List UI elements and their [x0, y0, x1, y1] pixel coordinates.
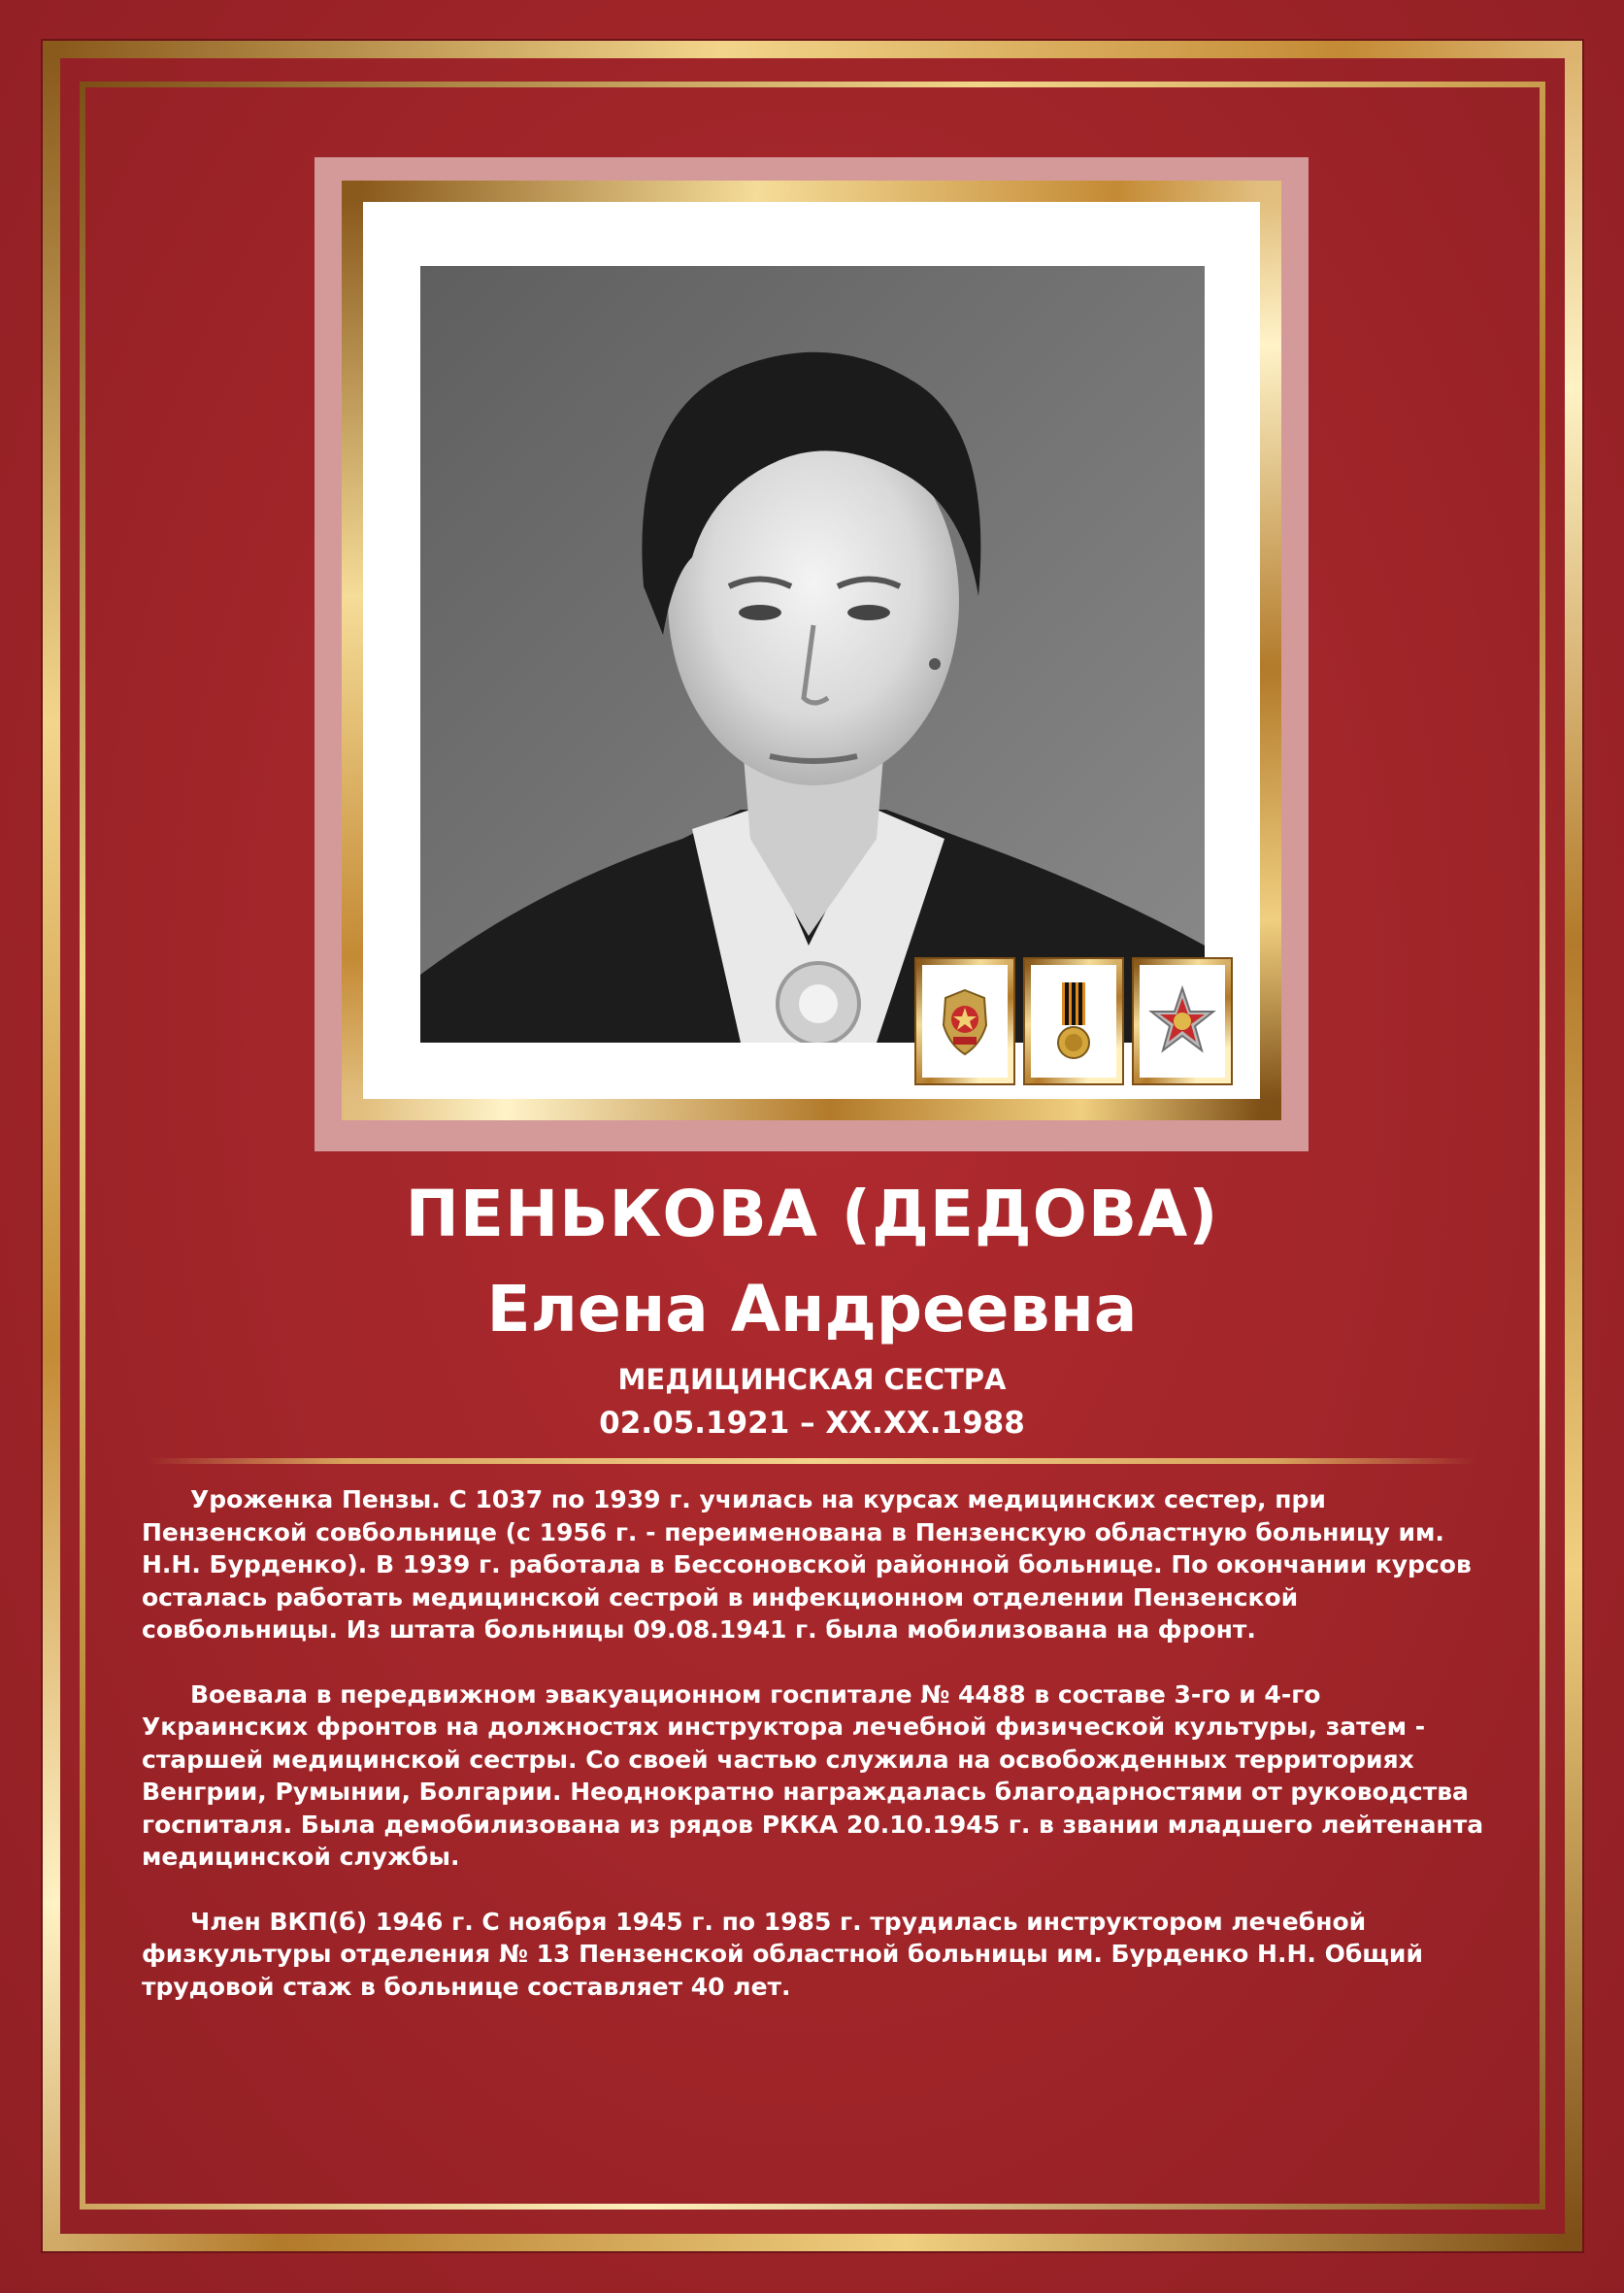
st-george-ribbon-medal-icon: [1031, 965, 1116, 1078]
order-of-patriotic-war-icon: [1140, 965, 1225, 1078]
award-frame: [1025, 959, 1122, 1083]
biography: [142, 1483, 1491, 2035]
life-dates: 02.05.1921 – ХХ.ХХ.1988: [599, 1406, 1025, 1441]
portrait-illustration: [420, 266, 1205, 1043]
gold-divider: [148, 1458, 1475, 1464]
portrait-photo: [420, 266, 1205, 1043]
role-label: МЕДИЦИНСКАЯ СЕСТРА: [617, 1363, 1007, 1396]
biography-paragraph: Уроженка Пензы. С 1037 по 1939 г. училась на курсах медицинских сестер, при Пензенской совбольнице (с 1956 г. - переименована в Пензенскую областную больницу им. Н.Н. Бурденко). В 1939 г. работала в Бессоновской районной больнице. По окончании курсов осталась работать медицинской сестрой в инфекционном отделении Пензенской совбольницы. Из штата больницы 09.08.1941 г. была мобилизована на фронт.: [142, 1485, 1472, 1644]
award-frame: [1134, 959, 1231, 1083]
award-frame: [916, 959, 1013, 1083]
awards-row: [916, 959, 1233, 1085]
excellence-badge-icon: [922, 965, 1008, 1078]
given-names-heading: Елена Андреевна: [486, 1272, 1138, 1346]
biography-paragraph: Член ВКП(б) 1946 г. С ноября 1945 г. по 1985 г. трудилась инструктором лечебной физкультуры отделения № 13 Пензенской областной больницы им. Бурденко Н.Н. Общий трудовой стаж в больнице составляет 40 лет.: [142, 1907, 1423, 2001]
biography-paragraph: Воевала в передвижном эвакуационном госпитале № 4488 в составе 3-го и 4-го Украинских фронтов на должностях инструктора лечебной физической культуры, затем - старшей медицинской сестры. Со своей частью служила на освобожденных территориях Венгрии, Румынии, Болгарии. Неоднократно награждалась благодарностями от руководства госпиталя. Была демобилизована из рядов РККА 20.10.1945 г. в звании младшего лейтенанта медицинской службы.: [142, 1679, 1484, 1871]
surname-heading: ПЕНЬКОВА (ДЕДОВА): [405, 1177, 1219, 1251]
